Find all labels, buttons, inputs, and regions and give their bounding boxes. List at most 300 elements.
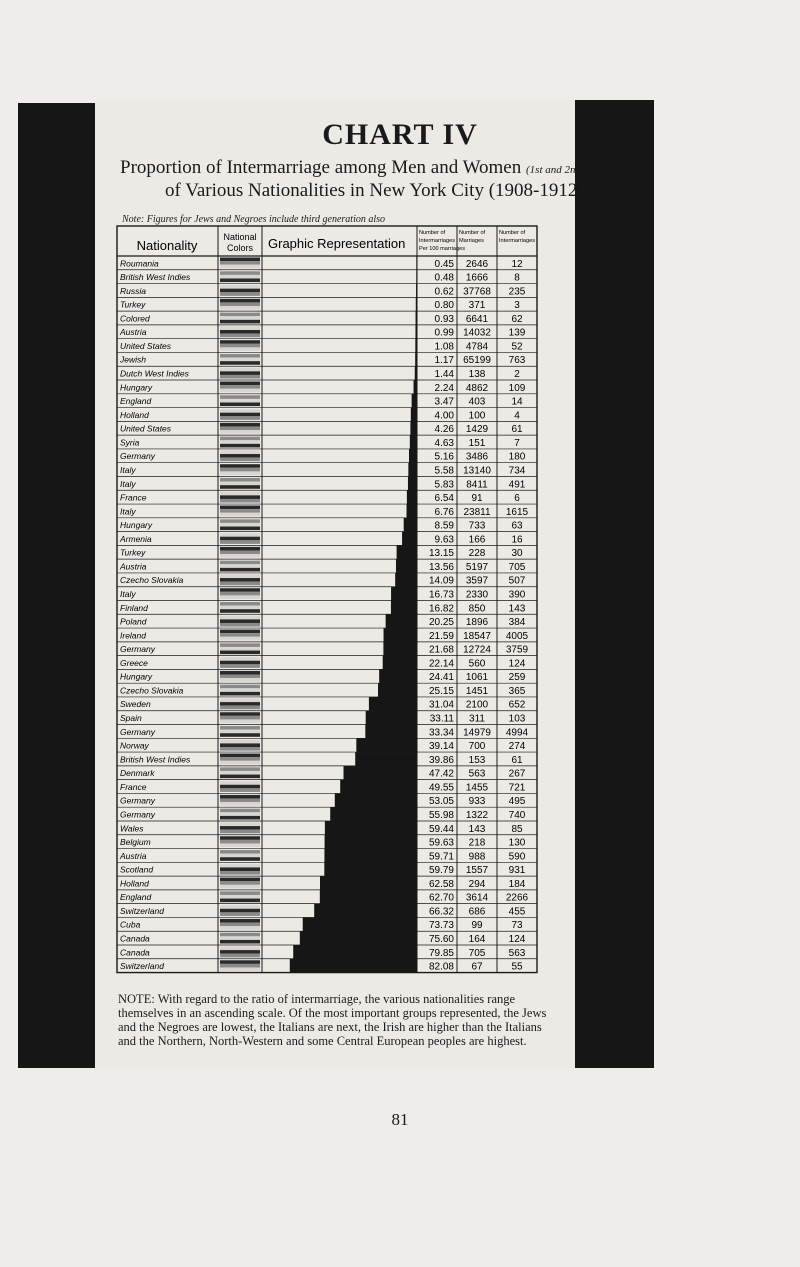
nationality-label: Ireland — [120, 630, 146, 641]
bar — [391, 601, 417, 615]
marriages-label: 14979 — [463, 727, 491, 739]
national-colors-stripe — [220, 299, 260, 303]
national-colors-stripe — [220, 664, 260, 668]
nationality-label: Hungary — [120, 382, 153, 393]
intermarriages-label: 143 — [508, 603, 526, 615]
marriages-label: 1557 — [465, 865, 489, 877]
marriages-label: 1666 — [465, 272, 489, 284]
header-value-text: Number of — [499, 230, 526, 236]
bar — [416, 270, 417, 284]
bar — [407, 490, 417, 504]
marriages-label: 18547 — [463, 630, 491, 642]
marriages-label: 3486 — [465, 451, 489, 463]
ratio-label: 66.32 — [428, 906, 454, 918]
national-colors-stripe — [220, 740, 260, 744]
intermarriages-label: 109 — [508, 382, 526, 394]
nationality-label: Hungary — [120, 671, 153, 682]
national-colors-stripe — [220, 781, 260, 785]
header-value-text: Marriages — [459, 238, 484, 244]
marriages-label: 371 — [468, 300, 486, 312]
ratio-label: 16.82 — [428, 603, 454, 615]
nationality-label: England — [120, 396, 152, 407]
marriages-label: 1322 — [465, 809, 489, 821]
intermarriages-label: 734 — [508, 465, 526, 477]
national-colors-stripe — [220, 358, 260, 362]
national-colors-stripe — [220, 382, 260, 386]
ratio-label: 1.08 — [434, 341, 454, 353]
national-colors-stripe — [220, 499, 260, 503]
national-colors-stripe — [220, 698, 260, 702]
marriages-label: 705 — [468, 947, 486, 959]
nationality-label: British West Indies — [120, 754, 191, 765]
national-colors-stripe — [220, 678, 260, 682]
bar — [404, 518, 417, 532]
ratio-label: 5.83 — [434, 479, 454, 491]
bar — [343, 766, 417, 780]
intermarriages-label: 63 — [511, 520, 523, 532]
marriages-label: 1061 — [465, 672, 489, 684]
bar — [320, 890, 417, 904]
national-colors-stripe — [220, 661, 260, 665]
ratio-label: 24.41 — [428, 672, 454, 684]
national-colors-stripe — [220, 651, 260, 655]
national-colors-stripe — [220, 450, 260, 454]
bar — [325, 821, 417, 835]
ratio-label: 82.08 — [428, 961, 454, 973]
ratio-label: 59.71 — [428, 851, 454, 863]
ratio-label: 39.86 — [428, 754, 454, 766]
national-colors-stripe — [220, 730, 260, 734]
bar — [415, 352, 417, 366]
national-colors-stripe — [220, 964, 260, 968]
national-colors-stripe — [220, 623, 260, 627]
ratio-label: 0.99 — [434, 327, 454, 339]
marriages-label: 143 — [468, 823, 486, 835]
intermarriages-label: 455 — [508, 906, 526, 918]
nationality-label: Poland — [120, 616, 147, 627]
national-colors-stripe — [220, 478, 260, 482]
nationality-label: Czecho Slovakia — [120, 685, 184, 696]
bar — [369, 697, 417, 711]
marriages-label: 65199 — [463, 355, 491, 367]
national-colors-stripe — [220, 633, 260, 637]
bar — [324, 862, 417, 876]
bar — [415, 339, 417, 353]
ratio-label: 33.34 — [428, 727, 454, 739]
ratio-label: 0.62 — [434, 286, 454, 298]
ratio-label: 1.17 — [434, 355, 454, 367]
national-colors-stripe — [220, 471, 260, 475]
marriages-label: 3614 — [465, 892, 489, 904]
national-colors-stripe — [220, 409, 260, 413]
national-colors-stripe — [220, 905, 260, 909]
nationality-label: Italy — [120, 464, 136, 475]
national-colors-stripe — [220, 592, 260, 596]
national-colors-stripe — [220, 464, 260, 468]
national-colors-stripe — [220, 881, 260, 885]
national-colors-stripe — [220, 685, 260, 689]
bar — [356, 738, 417, 752]
national-colors-stripe — [220, 936, 260, 940]
marriages-label: 686 — [468, 906, 486, 918]
intermarriages-label: 124 — [508, 658, 526, 670]
national-colors-stripe — [220, 864, 260, 868]
ratio-label: 5.58 — [434, 465, 454, 477]
national-colors-stripe — [220, 368, 260, 372]
bar — [378, 683, 417, 697]
bar — [415, 366, 417, 380]
intermarriages-label: 8 — [514, 272, 520, 284]
national-colors-stripe — [220, 940, 260, 944]
national-colors-stripe — [220, 850, 260, 854]
nationality-label: Belgium — [120, 837, 151, 848]
bar — [383, 656, 417, 670]
nationality-label: Armenia — [120, 533, 152, 544]
national-colors-stripe — [220, 347, 260, 351]
national-colors-stripe — [220, 302, 260, 306]
bar — [383, 642, 417, 656]
bar — [386, 614, 417, 628]
bar — [397, 545, 417, 559]
intermarriages-label: 763 — [508, 355, 526, 367]
national-colors-stripe — [220, 564, 260, 568]
nationality-label: Spain — [120, 713, 142, 724]
marriages-label: 560 — [468, 658, 486, 670]
national-colors-stripe — [220, 426, 260, 430]
intermarriages-label: 14 — [511, 396, 523, 408]
national-colors-stripe — [220, 899, 260, 903]
national-colors-stripe — [220, 289, 260, 293]
ratio-label: 53.05 — [428, 796, 454, 808]
national-colors-stripe — [220, 468, 260, 472]
nationality-label: Czecho Slovakia — [120, 575, 184, 586]
marriages-label: 5197 — [465, 561, 489, 573]
intermarriages-label: 16 — [511, 534, 523, 546]
marriages-label: 23811 — [463, 506, 491, 518]
marriages-label: 67 — [471, 961, 483, 973]
bar — [290, 959, 417, 973]
national-colors-stripe — [220, 385, 260, 389]
nationality-label: Jewish — [120, 354, 146, 365]
nationality-label: Syria — [120, 437, 140, 448]
marriages-label: 151 — [468, 437, 486, 449]
national-colors-stripe — [220, 836, 260, 840]
national-colors-stripe — [220, 716, 260, 720]
intermarriages-label: 390 — [508, 589, 526, 601]
ratio-label: 6.76 — [434, 506, 454, 518]
intermarriages-label: 652 — [508, 699, 526, 711]
national-colors-stripe — [220, 761, 260, 765]
nationality-label: Canada — [120, 947, 150, 958]
intermarriages-label: 12 — [511, 258, 523, 270]
ratio-label: 9.63 — [434, 534, 454, 546]
national-colors-stripe — [220, 647, 260, 651]
national-colors-stripe — [220, 788, 260, 792]
bar — [365, 725, 417, 739]
ratio-label: 33.11 — [429, 713, 454, 725]
national-colors-stripe — [220, 657, 260, 661]
national-colors-stripe — [220, 619, 260, 623]
national-colors-stripe — [220, 754, 260, 758]
national-colors-stripe — [220, 578, 260, 582]
national-colors-stripe — [220, 871, 260, 875]
marriages-label: 733 — [468, 520, 486, 532]
nationality-label: United States — [120, 423, 172, 434]
ratio-label: 62.58 — [428, 878, 454, 890]
intermarriages-label: 6 — [514, 493, 520, 505]
national-colors-stripe — [220, 822, 260, 826]
ratio-label: 6.54 — [434, 493, 454, 505]
national-colors-stripe — [220, 795, 260, 799]
marriages-label: 1429 — [465, 424, 489, 436]
national-colors-stripe — [220, 747, 260, 751]
national-colors-stripe — [220, 271, 260, 275]
ratio-label: 4.26 — [434, 424, 454, 436]
nationality-label: Germany — [120, 726, 155, 737]
intermarriages-label: 274 — [508, 741, 526, 753]
national-colors-stripe — [220, 688, 260, 692]
marriages-label: 228 — [468, 548, 486, 560]
intermarriages-label: 4005 — [505, 630, 529, 642]
bar — [379, 669, 417, 683]
national-colors-stripe — [220, 933, 260, 937]
nationality-label: British West Indies — [120, 272, 191, 283]
national-colors-stripe — [220, 265, 260, 269]
marriages-label: 218 — [468, 837, 486, 849]
national-colors-stripe — [220, 802, 260, 806]
national-colors-stripe — [220, 440, 260, 444]
marriages-label: 2330 — [465, 589, 489, 601]
bar — [412, 394, 417, 408]
marriages-label: 91 — [471, 493, 483, 505]
national-colors-stripe — [220, 492, 260, 496]
national-colors-stripe — [220, 675, 260, 679]
chart-note: Note: Figures for Jews and Negroes include third generation also — [122, 214, 386, 225]
national-colors-stripe — [220, 609, 260, 613]
ratio-label: 0.48 — [434, 272, 454, 284]
national-colors-stripe — [220, 561, 260, 565]
subtitle-text: Proportion of Intermarriage among Men and Women — [120, 157, 522, 178]
nationality-label: Switzerland — [120, 905, 164, 916]
ratio-label: 0.93 — [434, 313, 454, 325]
national-colors-stripe — [220, 771, 260, 775]
national-colors-stripe — [220, 547, 260, 551]
national-colors-stripe — [220, 413, 260, 417]
national-colors-stripe — [220, 895, 260, 899]
national-colors-stripe — [220, 712, 260, 716]
national-colors-stripe — [220, 757, 260, 761]
national-colors-stripe — [220, 354, 260, 358]
national-colors-stripe — [220, 867, 260, 871]
intermarriages-label: 721 — [508, 782, 526, 794]
header-colors-2: Colors — [226, 243, 254, 253]
national-colors-stripe — [220, 513, 260, 517]
national-colors-stripe — [220, 812, 260, 816]
page-number: 81 — [391, 1110, 409, 1129]
column-headers — [137, 230, 536, 253]
national-colors-stripe — [220, 313, 260, 317]
national-colors-stripe — [220, 292, 260, 296]
bar — [416, 284, 417, 298]
national-colors-stripe — [220, 616, 260, 620]
intermarriages-label: 365 — [508, 685, 526, 697]
ratio-label: 13.15 — [428, 548, 454, 560]
intermarriages-label: 61 — [511, 754, 523, 766]
bar — [330, 807, 417, 821]
nationality-label: France — [120, 781, 147, 792]
ratio-label: 39.14 — [428, 741, 454, 753]
national-colors-stripe — [220, 403, 260, 407]
intermarriages-label: 62 — [511, 313, 523, 325]
ratio-label: 73.73 — [428, 920, 454, 932]
national-colors-stripe — [220, 606, 260, 610]
marriages-label: 1451 — [465, 685, 489, 697]
intermarriages-label: 30 — [511, 548, 523, 560]
ratio-label: 25.15 — [428, 685, 454, 697]
national-colors-stripe — [220, 809, 260, 813]
national-colors-stripe — [220, 767, 260, 771]
nationality-label: Hungary — [120, 520, 153, 531]
ratio-label: 55.98 — [428, 809, 454, 821]
bar — [407, 504, 417, 518]
national-colors-stripe — [220, 830, 260, 834]
intermarriages-label: 130 — [508, 837, 526, 849]
national-colors-stripe — [220, 306, 260, 310]
national-colors-stripe — [220, 540, 260, 544]
ratio-label: 1.44 — [434, 369, 454, 381]
national-colors-stripe — [220, 826, 260, 830]
national-colors-stripe — [220, 878, 260, 882]
intermarriages-label: 259 — [508, 672, 526, 684]
intermarriages-label: 61 — [511, 424, 523, 436]
bar — [395, 573, 417, 587]
national-colors-stripe — [220, 947, 260, 951]
bar — [402, 532, 417, 546]
national-colors-stripe — [220, 519, 260, 523]
national-colors-stripe — [220, 444, 260, 448]
marriages-label: 13140 — [463, 465, 491, 477]
nationality-label: Germany — [120, 451, 155, 462]
nationality-label: Canada — [120, 933, 150, 944]
intermarriages-label: 139 — [508, 327, 526, 339]
nationality-label: United States — [120, 340, 172, 351]
nationality-label: Wales — [120, 823, 144, 834]
intermarriages-label: 85 — [511, 823, 523, 835]
bar — [408, 476, 417, 490]
national-colors-stripe — [220, 258, 260, 262]
bar — [408, 463, 417, 477]
national-colors-stripe — [220, 843, 260, 847]
national-colors-stripe — [220, 485, 260, 489]
header-nationality: Nationality — [136, 238, 198, 253]
ratio-label: 59.63 — [428, 837, 454, 849]
national-colors-stripe — [220, 482, 260, 486]
ratio-label: 13.56 — [428, 561, 454, 573]
national-colors-stripe — [220, 340, 260, 344]
intermarriages-label: 180 — [508, 451, 526, 463]
marriages-label: 2100 — [465, 699, 489, 711]
marriages-label: 563 — [468, 768, 486, 780]
marriages-label: 3597 — [465, 575, 489, 587]
ratio-label: 49.55 — [428, 782, 454, 794]
nationality-label: Denmark — [120, 768, 155, 779]
national-colors-stripe — [220, 533, 260, 537]
national-colors-stripe — [220, 423, 260, 427]
marriages-label: 700 — [468, 741, 486, 753]
bar — [303, 917, 417, 931]
ratio-label: 16.73 — [428, 589, 454, 601]
nationality-label: Switzerland — [120, 961, 164, 972]
nationality-label: Italy — [120, 506, 136, 517]
nationality-label: Turkey — [120, 547, 146, 558]
marriages-label: 138 — [468, 369, 486, 381]
intermarriages-label: 1615 — [505, 506, 529, 518]
ratio-label: 22.14 — [428, 658, 454, 670]
bar — [411, 408, 417, 422]
header-colors: National — [223, 232, 257, 242]
nationality-label: Sweden — [120, 699, 151, 710]
nationality-label: Holland — [120, 409, 149, 420]
intermarriages-label: 2266 — [505, 892, 529, 904]
national-colors-stripe — [220, 375, 260, 379]
bar — [391, 587, 417, 601]
ratio-label: 20.25 — [428, 617, 454, 629]
national-colors-stripe — [220, 416, 260, 420]
marriages-label: 166 — [468, 534, 486, 546]
bar — [396, 559, 417, 573]
chart-title: CHART IV — [322, 118, 478, 151]
bar — [335, 793, 417, 807]
nationality-label: Russia — [120, 285, 146, 296]
bar — [416, 297, 417, 311]
national-colors-stripe — [220, 637, 260, 641]
marriages-label: 37768 — [463, 286, 491, 298]
nationality-label: Dutch West Indies — [120, 368, 189, 379]
nationality-label: Germany — [120, 795, 155, 806]
national-colors-stripe — [220, 733, 260, 737]
ratio-label: 8.59 — [434, 520, 454, 532]
bar — [340, 780, 417, 794]
subtitle-generation-note: (1st and 2nd Generation) — [526, 164, 638, 176]
bar — [414, 380, 417, 394]
national-colors-stripe — [220, 509, 260, 513]
intermarriages-label: 7 — [514, 437, 520, 449]
ratio-label: 47.42 — [428, 768, 454, 780]
footnote: NOTE: With regard to the ratio of intermarriage, the various nationalities range themselves in an ascending scale. Of the most important groups represented, the Jews and the Negroes are lowest, the Italians are next, the Irish are higher than the Italians and the Northern, North-Western and some Central European peoples are highest. — [118, 992, 547, 1048]
intermarriages-label: 103 — [508, 713, 526, 725]
intermarriages-label: 73 — [511, 920, 523, 932]
marriages-label: 403 — [468, 396, 486, 408]
national-colors-stripe — [220, 316, 260, 320]
header-value-text: Intermarriages — [499, 238, 536, 244]
nationality-label: Austria — [120, 850, 147, 861]
bar — [384, 628, 417, 642]
nationality-label: Italy — [120, 478, 136, 489]
intermarriages-label: 2 — [514, 369, 520, 381]
national-colors-stripe — [220, 857, 260, 861]
national-colors-stripe — [220, 275, 260, 279]
national-colors-stripe — [220, 726, 260, 730]
nationality-label: Germany — [120, 809, 155, 820]
intermarriages-label: 507 — [508, 575, 526, 587]
national-colors-stripe — [220, 389, 260, 393]
intermarriages-label: 563 — [508, 947, 526, 959]
national-colors-stripe — [220, 399, 260, 403]
bar — [416, 256, 417, 270]
intermarriages-label: 184 — [508, 878, 526, 890]
ratio-label: 79.85 — [428, 947, 454, 959]
intermarriages-label: 3 — [514, 300, 520, 312]
